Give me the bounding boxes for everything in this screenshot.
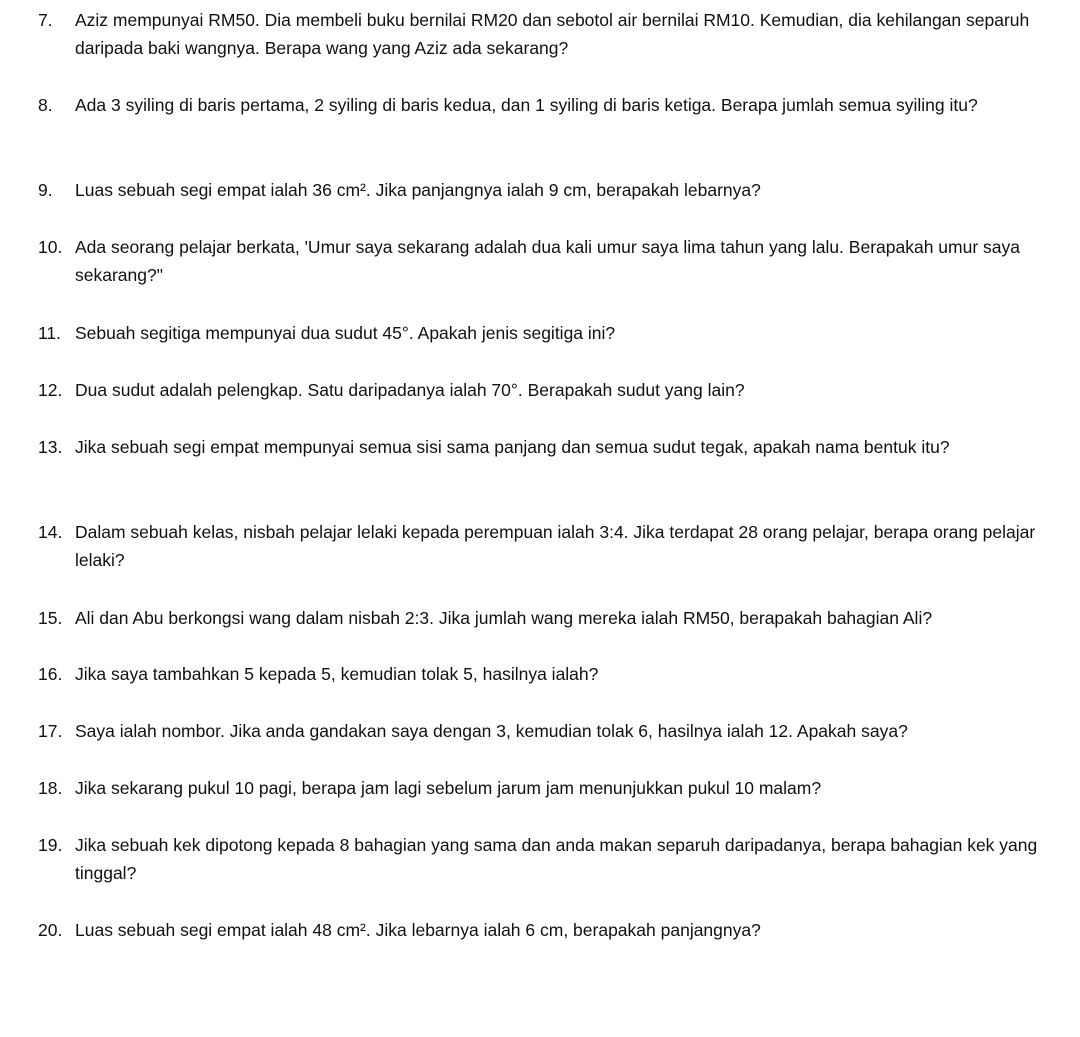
question-text: Jika sebuah kek dipotong kepada 8 bahagian yang sama dan anda makan separuh daripadanya, berapa bahagian kek yang tinggal? xyxy=(75,835,1038,883)
question-text: Jika sekarang pukul 10 pagi, berapa jam lagi sebelum jarum jam menunjukkan pukul 10 malam? xyxy=(75,778,822,798)
question-12 xyxy=(38,376,1048,404)
question-13 xyxy=(38,433,1048,461)
question-number: 19. xyxy=(38,835,63,855)
question-text: Ada seorang pelajar berkata, 'Umur saya sekarang adalah dua kali umur saya lima tahun yang lalu. Berapakah umur saya sekarang?" xyxy=(75,237,1020,285)
question-text: Aziz mempunyai RM50. Dia membeli buku bernilai RM20 dan sebotol air bernilai RM10. Kemudian, dia kehilangan separuh daripada baki wangnya. Berapa wang yang Aziz ada sekarang? xyxy=(75,10,1030,58)
question-11 xyxy=(38,319,1048,347)
question-7 xyxy=(38,6,1048,62)
question-16 xyxy=(38,660,1048,688)
question-15 xyxy=(38,604,1048,632)
question-text: Saya ialah nombor. Jika anda gandakan saya dengan 3, kemudian tolak 6, hasilnya ialah 12. Apakah saya? xyxy=(75,721,908,741)
question-text: Sebuah segitiga mempunyai dua sudut 45°. Apakah jenis segitiga ini? xyxy=(75,323,616,343)
question-8 xyxy=(38,91,1048,119)
question-text: Luas sebuah segi empat ialah 48 cm². Jika lebarnya ialah 6 cm, berapakah panjangnya? xyxy=(75,920,761,940)
question-18 xyxy=(38,774,1048,802)
question-number: 14. xyxy=(38,522,63,542)
question-text: Jika saya tambahkan 5 kepada 5, kemudian tolak 5, hasilnya ialah? xyxy=(75,664,599,684)
question-text: Jika sebuah segi empat mempunyai semua sisi sama panjang dan semua sudut tegak, apakah nama bentuk itu? xyxy=(75,437,950,457)
question-17 xyxy=(38,717,1048,745)
question-number: 15. xyxy=(38,608,63,628)
question-20 xyxy=(38,916,1048,944)
question-number: 18. xyxy=(38,778,63,798)
question-9 xyxy=(38,176,1048,204)
question-14 xyxy=(38,518,1048,574)
question-number: 17. xyxy=(38,721,63,741)
question-text: Ali dan Abu berkongsi wang dalam nisbah 2:3. Jika jumlah wang mereka ialah RM50, berapakah bahagian Ali? xyxy=(75,608,933,628)
question-number: 7. xyxy=(38,10,53,30)
question-text: Ada 3 syiling di baris pertama, 2 syiling di baris kedua, dan 1 syiling di baris ketiga. Berapa jumlah semua syiling itu? xyxy=(75,95,978,115)
question-number: 20. xyxy=(38,920,63,940)
question-number: 16. xyxy=(38,664,63,684)
question-10 xyxy=(38,233,1048,289)
question-number: 11. xyxy=(38,323,62,343)
question-19 xyxy=(38,831,1048,887)
question-text: Luas sebuah segi empat ialah 36 cm². Jika panjangnya ialah 9 cm, berapakah lebarnya? xyxy=(75,180,761,200)
question-text: Dua sudut adalah pelengkap. Satu daripadanya ialah 70°. Berapakah sudut yang lain? xyxy=(75,380,745,400)
question-number: 13. xyxy=(38,437,63,457)
question-text: Dalam sebuah kelas, nisbah pelajar lelaki kepada perempuan ialah 3:4. Jika terdapat 28 orang pelajar, berapa orang pelajar lelaki? xyxy=(75,522,1036,570)
question-number: 12. xyxy=(38,380,63,400)
question-number: 10. xyxy=(38,237,63,257)
question-number: 9. xyxy=(38,180,53,200)
question-number: 8. xyxy=(38,95,53,115)
